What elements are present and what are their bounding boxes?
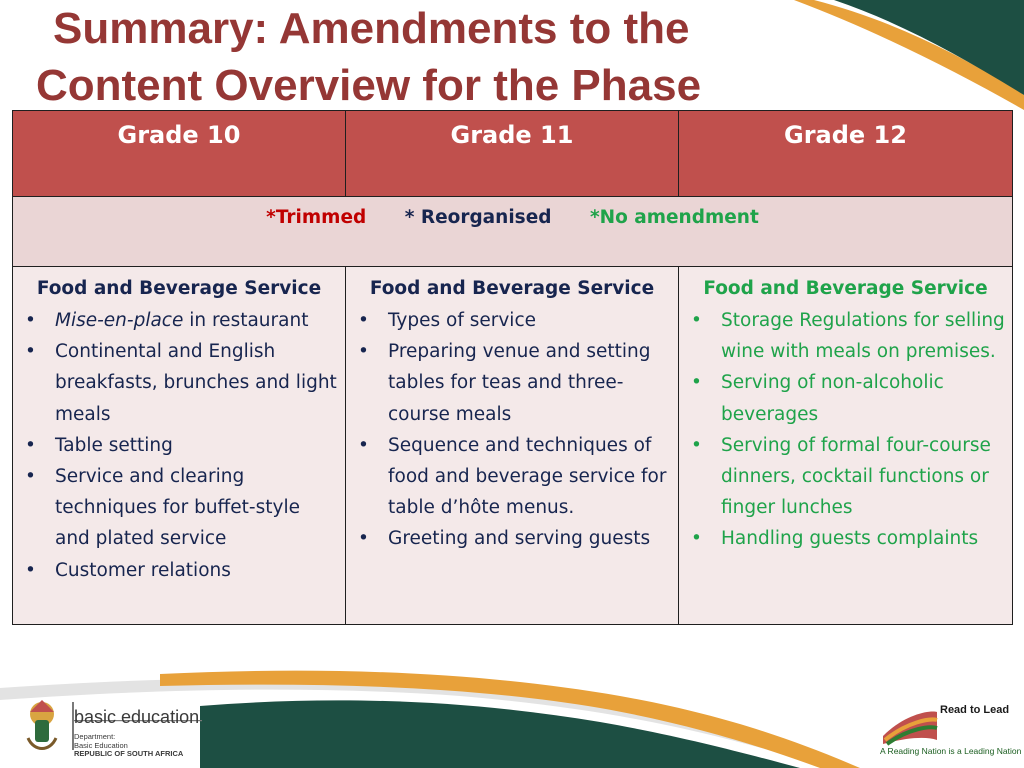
grade-header-row bbox=[13, 111, 1013, 197]
legend-no-amendment: *No amendment bbox=[589, 207, 759, 228]
dept-line-3: REPUBLIC OF SOUTH AFRICA bbox=[74, 749, 184, 758]
read-to-lead-tagline: A Reading Nation is a Leading Nation bbox=[880, 746, 1022, 756]
grade-11-list bbox=[352, 305, 672, 555]
mise-en-place-term: Mise-en-place bbox=[55, 310, 184, 331]
list-item: • Serving of formal four-course dinners, cocktail functions or finger lunches bbox=[685, 430, 1006, 524]
list-item: • Table setting bbox=[19, 430, 339, 461]
grade-11-heading: Food and Beverage Service bbox=[369, 278, 655, 299]
amendments-table bbox=[12, 110, 1013, 625]
list-item: • Sequence and techniques of food and beverage service for table d’hôte menus. bbox=[352, 430, 672, 524]
department-logo-text bbox=[74, 707, 199, 759]
grade-12-heading: Food and Beverage Service bbox=[703, 278, 988, 299]
grade-10-header: Grade 10 bbox=[13, 111, 346, 197]
list-item: • Types of service bbox=[352, 305, 672, 336]
grade-12-header: Grade 12 bbox=[679, 111, 1013, 197]
grade-12-list bbox=[685, 305, 1006, 555]
grade-10-list bbox=[19, 305, 339, 586]
list-item: • Continental and English breakfasts, brunches and light meals bbox=[19, 336, 339, 430]
list-item: • Storage Regulations for selling wine with meals on premises. bbox=[685, 305, 1006, 367]
dept-line-1: Department: bbox=[74, 732, 116, 741]
title-line-2: Content Overview for the Phase bbox=[36, 61, 702, 110]
list-item bbox=[19, 305, 339, 336]
list-item: • Greeting and serving guests bbox=[352, 523, 672, 554]
grade-10-content bbox=[13, 267, 346, 625]
legend-row bbox=[13, 197, 1013, 267]
list-item: • Handling guests complaints bbox=[685, 523, 1006, 554]
legend-trimmed: *Trimmed bbox=[266, 207, 367, 228]
dept-line-2: Basic Education bbox=[74, 740, 128, 750]
list-item-text: in restaurant bbox=[183, 310, 309, 331]
grade-10-heading: Food and Beverage Service bbox=[36, 278, 322, 299]
list-item: • Service and clearing techniques for buffet-style and plated service bbox=[19, 461, 339, 555]
list-item: • Serving of non-alcoholic beverages bbox=[685, 367, 1006, 429]
title-line-1: Summary: Amendments to the bbox=[53, 4, 690, 53]
grade-11-header: Grade 11 bbox=[346, 111, 679, 197]
read-to-lead-title: Read to Lead bbox=[940, 704, 1010, 716]
legend-cell bbox=[13, 197, 1013, 267]
dept-details bbox=[74, 733, 199, 759]
grade-12-content bbox=[679, 267, 1013, 625]
grade-11-content bbox=[346, 267, 679, 625]
list-item: • Preparing venue and setting tables for teas and three-course meals bbox=[352, 336, 672, 430]
legend-reorganised: * Reorganised bbox=[404, 207, 552, 228]
content-row bbox=[13, 267, 1013, 625]
slide-title bbox=[36, 0, 826, 114]
list-item: • Customer relations bbox=[19, 555, 339, 586]
dept-name: basic education bbox=[74, 707, 200, 727]
